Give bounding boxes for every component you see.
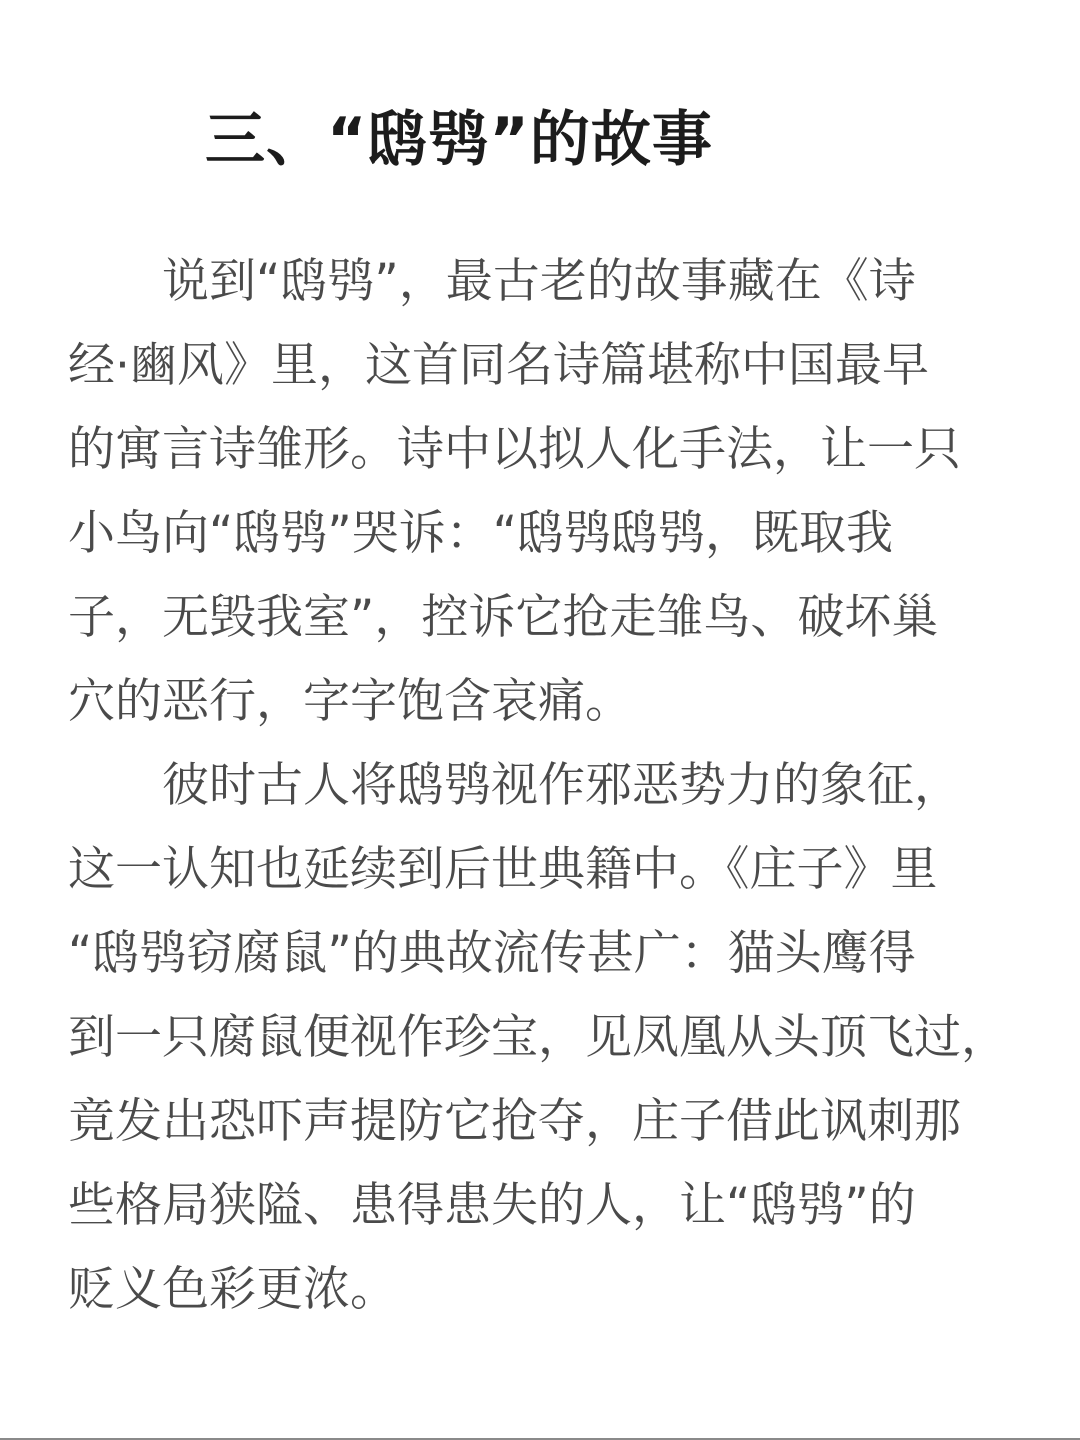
paragraph-line: 彼时古人将鸱鸮视作邪恶势力的象征， xyxy=(68,758,961,813)
paragraph-line: “鸱鸮窃腐鼠”的典故流传甚广：猫头鹰得 xyxy=(68,926,916,981)
paragraph-line: 小鸟向“鸱鸮”哭诉：“鸱鸮鸱鸮，既取我 xyxy=(68,506,894,561)
paragraph-line: 子，无毁我室”，控诉它抢走雏鸟、破坏巢 xyxy=(68,590,939,645)
paragraph-line: 经·豳风》里，这首同名诗篇堪称中国最早 xyxy=(68,338,929,393)
paragraph-line: 竟发出恐吓声提防它抢夺，庄子借此讽刺那 xyxy=(68,1094,961,1149)
paragraph-line: 些格局狭隘、患得患失的人，让“鸱鸮”的 xyxy=(68,1178,916,1233)
paragraph-line: 到一只腐鼠便视作珍宝，见凤凰从头顶飞过， xyxy=(68,1010,1008,1065)
paragraph-line: 的寓言诗雏形。诗中以拟人化手法，让一只 xyxy=(68,422,961,477)
paragraph-line: 穴的恶行，字字饱含哀痛。 xyxy=(68,674,632,729)
paragraph-line: 说到“鸱鸮”，最古老的故事藏在《诗 xyxy=(68,254,916,309)
section-title: 三、“鸱鸮”的故事 xyxy=(205,105,713,175)
paragraph-line: 这一认知也延续到后世典籍中。《庄子》里 xyxy=(68,842,938,897)
paragraph-line: 贬义色彩更浓。 xyxy=(68,1262,397,1317)
